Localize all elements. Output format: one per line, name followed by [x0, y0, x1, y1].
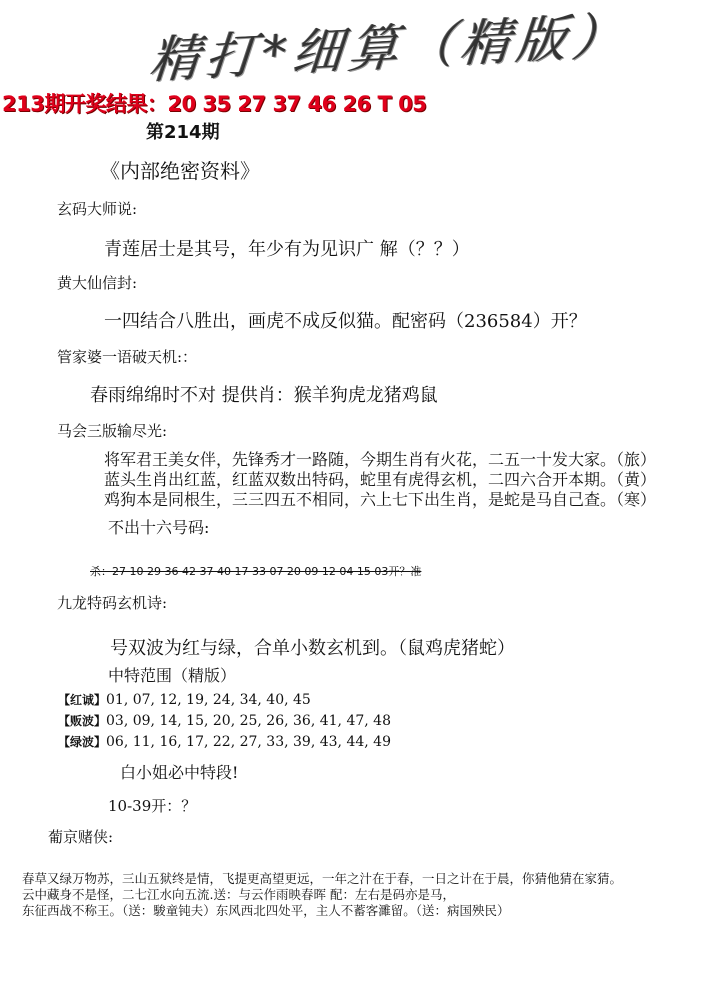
mahui-line: 鸡狗本是同根生，三三四五不相同，六上七下出生肖，是蛇是马自己查。（寒） — [104, 490, 657, 509]
mahui-poem — [104, 450, 656, 510]
buchu-label: 不出十六号码: — [108, 518, 210, 537]
row-tag: 【绿波】 — [58, 735, 107, 749]
jiulong-poem: 号双波为红与绿，合单小数玄机到。（鼠鸡虎猪蛇） — [110, 638, 515, 659]
mahui-line: 蓝头生肖出红蓝，红蓝双数出特码，蛇里有虎得玄机，二四六合开本期。（黄） — [104, 470, 657, 489]
row-numbers: 01, 07, 12, 19, 24, 34, 40, 45 — [106, 692, 311, 708]
pujing-line: 春草又绿万物苏，三山五狱终是情，飞提更高望更远，一年之汁在于春，一日之计在于晨，你猜他猜在家猜。 — [22, 871, 623, 886]
range-row-red — [58, 691, 311, 708]
row-tag: 【红诚】 — [58, 693, 107, 707]
jiulong-label: 九龙特码玄机诗: — [57, 594, 168, 612]
pujing-line: 云中藏身不是怪，二七江水向五流.送：与云作雨映春晖 配：左右是码亦是马， — [22, 887, 455, 902]
kill-numbers: 杀：27 10 29 36 42 37 40 17 33 07 20 09 12 04 15 03开？准 — [90, 565, 422, 578]
xuanma-text: 青莲居士是其号，年少有为见识广 解（？？） — [104, 239, 470, 260]
bai-text: 白小姐必中特段! — [120, 763, 239, 782]
guanjia-label: 管家婆一语破天机:： — [57, 348, 198, 366]
xuanma-label: 玄码大师说: — [57, 200, 138, 218]
huang-label: 黄大仙信封: — [57, 274, 138, 292]
pujing-label: 葡京赌侠: — [48, 828, 114, 846]
mahui-line: 将军君王美女伴，先锋秀才一路随，今期生肖有火花，二五一十发大家。（旅） — [104, 450, 657, 469]
range-row-blue — [58, 712, 391, 729]
banner-title: 精打*细算（精版） — [147, 6, 631, 90]
range-open: 10-39开：？ — [108, 797, 197, 815]
issue-number: 第214期 — [146, 122, 220, 143]
row-numbers: 03, 09, 14, 15, 20, 25, 26, 36, 41, 47, 48 — [106, 713, 391, 729]
last-draw-result: 213期开奖结果：20 35 27 37 46 26 T 05 — [2, 92, 427, 116]
range-title: 中特范围（精版） — [108, 666, 237, 685]
row-tag: 【贩波】 — [58, 714, 107, 728]
pujing-poem — [22, 871, 622, 919]
huang-text: 一四结合八胜出，画虎不成反似猫。配密码（236584）开？ — [104, 311, 587, 332]
guanjia-text: 春雨绵绵时不对 提供肖：猴羊狗虎龙猪鸡鼠 — [90, 385, 438, 406]
row-numbers: 06, 11, 16, 17, 22, 27, 33, 39, 43, 44, 49 — [106, 734, 391, 750]
range-row-green — [58, 733, 391, 750]
mahui-label: 马会三版输尽光: — [57, 422, 168, 440]
pujing-line: 东征西战不称王。（送：駿童钝夫）东风西北四处平，主人不蓄客濉留。（送：病国殃民） — [22, 903, 510, 918]
doc-title: 《内部绝密资料》 — [100, 159, 260, 183]
